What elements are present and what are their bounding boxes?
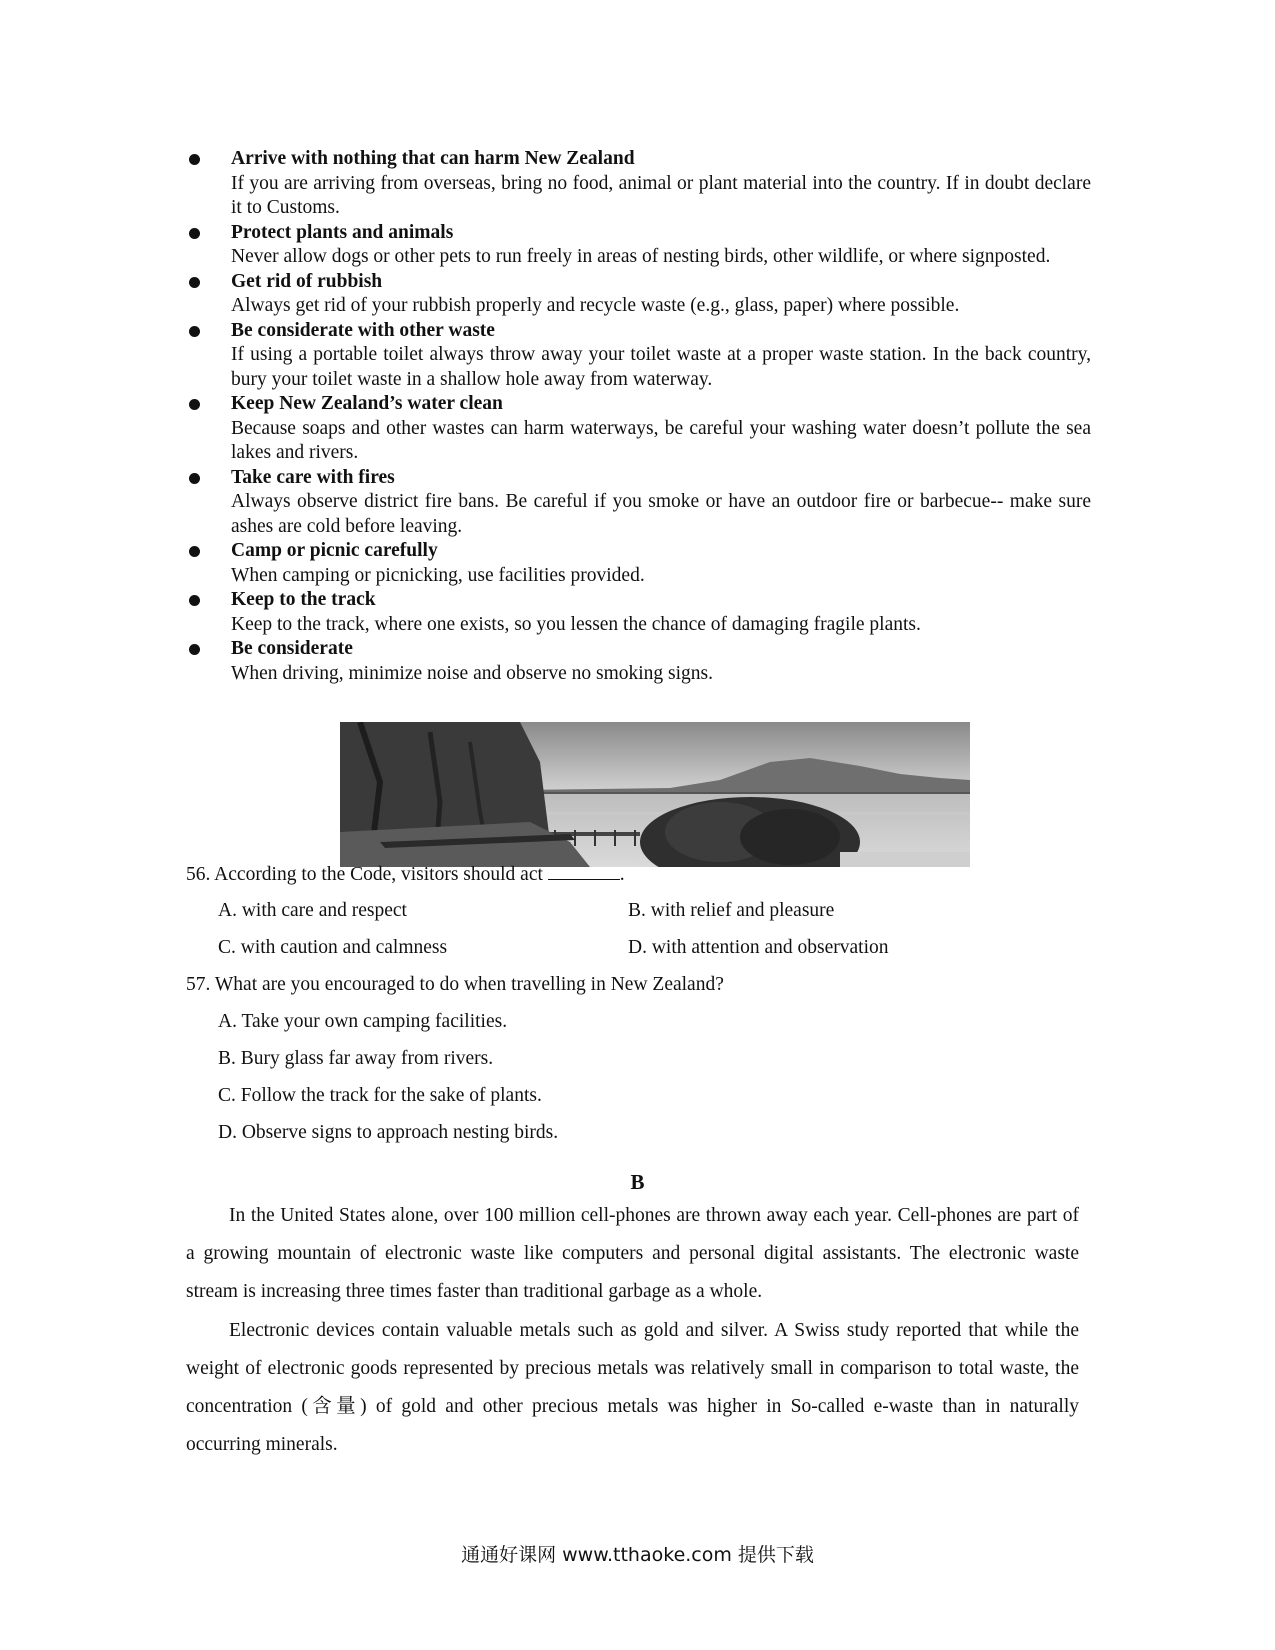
section-b-heading: B bbox=[630, 1170, 645, 1194]
q57-option-b[interactable]: B. Bury glass far away from rivers. bbox=[218, 1048, 494, 1069]
q56-option-a[interactable]: A. with care and respect bbox=[218, 900, 407, 921]
question-56-text: 56. According to the Code, visitors should act bbox=[186, 864, 543, 885]
bullet-item bbox=[186, 270, 1091, 319]
q57-option-a[interactable]: A. Take your own camping facilities. bbox=[218, 1011, 508, 1032]
bullet-dot-icon bbox=[189, 326, 200, 337]
q57-option-c[interactable]: C. Follow the track for the sake of plants. bbox=[218, 1085, 542, 1106]
bullet-body: When camping or picnicking, use facilities provided. bbox=[231, 564, 645, 586]
question-57-stem: 57. What are you encouraged to do when travelling in New Zealand? bbox=[186, 974, 724, 995]
bullet-heading: Keep to the track bbox=[231, 589, 376, 610]
bullet-item bbox=[186, 221, 1091, 270]
bullet-heading: Protect plants and animals bbox=[231, 221, 454, 243]
q56-option-b[interactable]: B. with relief and pleasure bbox=[628, 900, 835, 921]
stem-period: . bbox=[619, 864, 625, 885]
q56-option-d[interactable]: D. with attention and observation bbox=[628, 937, 889, 958]
bullet-item bbox=[186, 392, 1091, 466]
bullet-dot-icon bbox=[189, 546, 200, 557]
bullet-body: Always get rid of your rubbish properly and recycle waste (e.g., glass, paper) where possible. bbox=[231, 295, 960, 316]
bullet-dot-icon bbox=[189, 644, 200, 655]
bullet-item bbox=[186, 588, 1091, 637]
bullet-body: When driving, minimize noise and observe no smoking signs. bbox=[231, 662, 714, 684]
bullet-heading: Be considerate with other waste bbox=[231, 319, 495, 341]
bullet-item bbox=[186, 466, 1091, 540]
bullet-body: Keep to the track, where one exists, so you lessen the chance of damaging fragile plants. bbox=[231, 613, 921, 635]
bullet-dot-icon bbox=[189, 595, 200, 606]
bullet-heading: Camp or picnic carefully bbox=[231, 540, 438, 561]
q56-option-c[interactable]: C. with caution and calmness bbox=[218, 937, 448, 958]
bullet-dot-icon bbox=[189, 277, 200, 288]
bullet-heading: Arrive with nothing that can harm New Zealand bbox=[231, 148, 635, 169]
bullet-body: Never allow dogs or other pets to run freely in areas of nesting birds, other wildlife, or where signposted. bbox=[231, 246, 1051, 267]
bullet-item bbox=[186, 637, 1091, 686]
bullet-item bbox=[186, 539, 1091, 588]
bullet-dot-icon bbox=[189, 399, 200, 410]
page-footer: 通通好课网 www.tthaoke.com 提供下载 bbox=[461, 1544, 814, 1566]
bullet-heading: Keep New Zealand’s water clean bbox=[231, 393, 503, 414]
bullet-heading: Get rid of rubbish bbox=[231, 270, 383, 292]
bullet-dot-icon bbox=[189, 154, 200, 165]
lake-landscape-photo bbox=[340, 722, 970, 867]
bullet-dot-icon bbox=[189, 473, 200, 484]
bullet-body: If using a portable toilet always throw away your toilet waste at a proper waste station. In the back country, bury your toilet waste in a shallow hole away from waterway. bbox=[231, 344, 1091, 390]
q57-option-d[interactable]: D. Observe signs to approach nesting birds. bbox=[218, 1122, 559, 1143]
code-bullet-list bbox=[186, 147, 1091, 686]
bullet-heading: Take care with fires bbox=[231, 466, 395, 488]
passage-b-paragraph-1: In the United States alone, over 100 million cell-phones are thrown away each year. Cell-phones are part of a growing mountain of electronic waste like computers and personal digital assistants. The electronic waste stream is increasing three times faster than traditional garbage as a whole. bbox=[186, 1205, 1079, 1302]
bullet-dot-icon bbox=[189, 228, 200, 239]
bullet-body: Always observe district fire bans. Be careful if you smoke or have an outdoor fire or barbecue-- make sure ashes are cold before leaving. bbox=[231, 491, 1091, 537]
bullet-body: If you are arriving from overseas, bring no food, animal or plant material into the country. If in doubt declare it to Customs. bbox=[231, 172, 1091, 218]
bullet-item bbox=[186, 147, 1091, 221]
passage-b-paragraph-2: Electronic devices contain valuable metals such as gold and silver. A Swiss study reported that while the weight of electronic goods represented by precious metals was relatively small in comparison to total waste, the concentration (含量) of gold and other precious metals was higher in So-called e-waste than in naturally occurring minerals. bbox=[186, 1320, 1079, 1455]
answer-blank bbox=[548, 862, 620, 880]
question-56-stem bbox=[186, 862, 625, 887]
bullet-heading: Be considerate bbox=[231, 638, 353, 659]
bullet-body: Because soaps and other wastes can harm waterways, be careful your washing water doesn’t pollute the sea lakes and rivers. bbox=[231, 417, 1091, 463]
bullet-item bbox=[186, 319, 1091, 393]
